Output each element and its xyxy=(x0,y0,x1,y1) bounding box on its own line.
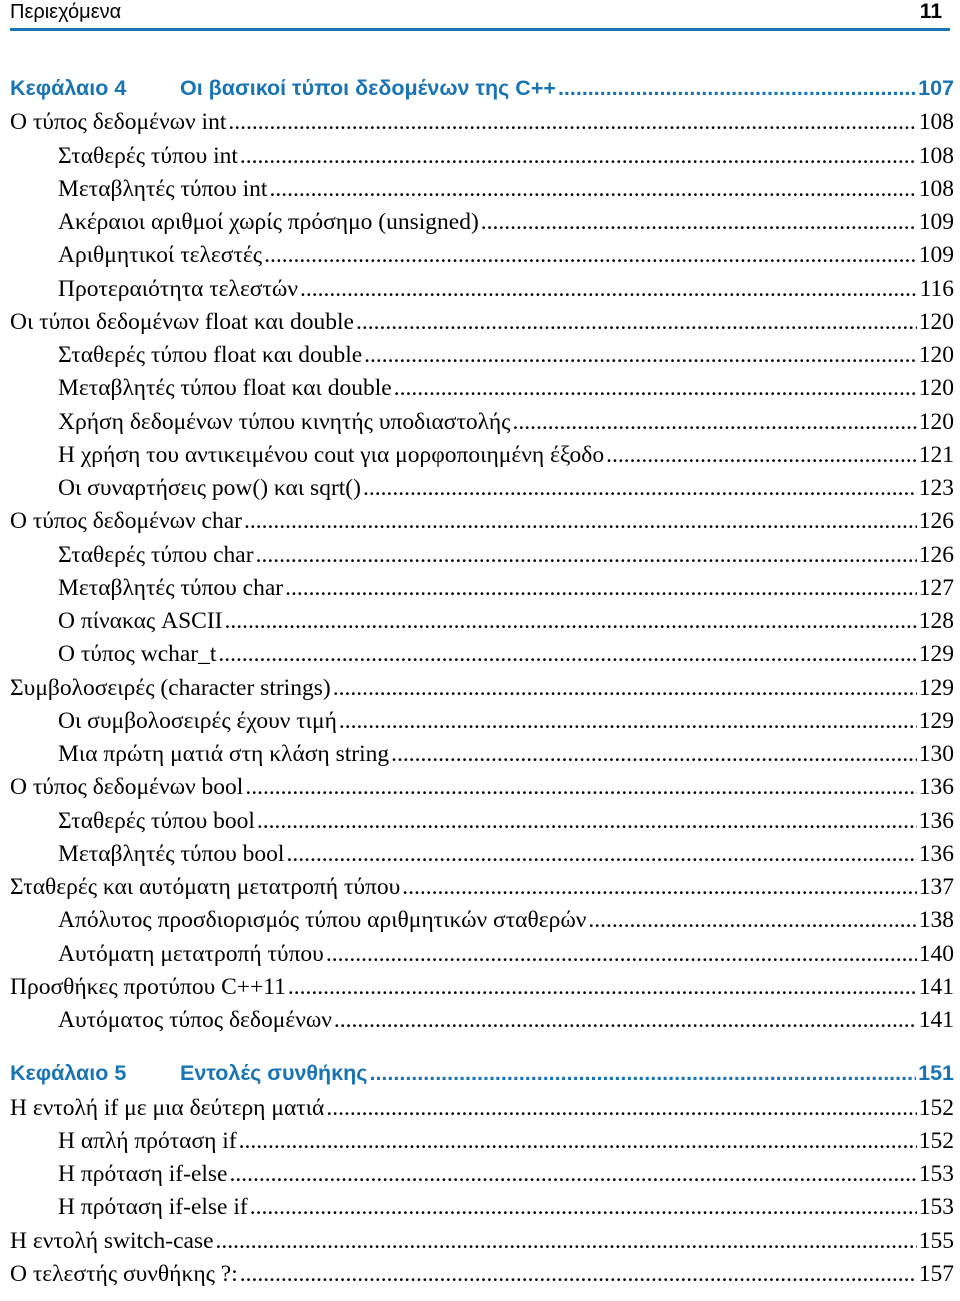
toc-entry-page-number: 129 xyxy=(918,641,954,668)
table-of-contents xyxy=(10,76,954,1294)
toc-entry-label: Η πρόταση if-else if xyxy=(58,1194,248,1221)
toc-entry-label: Η εντολή if με μια δεύτερη ματιά xyxy=(10,1094,325,1121)
toc-entry-page-number: 126 xyxy=(918,541,954,568)
header-title: Περιεχόμενα xyxy=(10,1,122,23)
toc-entry-label: Μεταβλητές τύπου bool xyxy=(58,840,285,867)
toc-entry-label: Σταθερές και αυτόματη μετατροπή τύπου xyxy=(10,874,401,900)
dot-leader xyxy=(394,375,917,402)
toc-entry-page-number: 140 xyxy=(918,940,954,967)
dot-leader xyxy=(402,874,917,901)
toc-entry[interactable] xyxy=(10,276,954,309)
toc-entry-label: Σταθερές τύπου char xyxy=(58,541,254,568)
chapter-heading-label xyxy=(10,1061,367,1086)
toc-entry[interactable] xyxy=(10,508,954,541)
dot-leader xyxy=(240,1261,917,1288)
toc-entry[interactable] xyxy=(10,1128,954,1161)
toc-entry-page-number: 130 xyxy=(918,741,954,767)
toc-entry[interactable] xyxy=(10,209,954,242)
dot-leader xyxy=(334,1007,917,1034)
toc-entry[interactable] xyxy=(10,242,954,275)
toc-entry-label: Ο τελεστής συνθήκης ?: xyxy=(10,1260,238,1287)
toc-entry-page-number: 153 xyxy=(918,1161,954,1187)
toc-entry-label: Μεταβλητές τύπου char xyxy=(58,574,284,601)
toc-entry[interactable] xyxy=(10,442,954,475)
toc-entry-label: Μια πρώτη ματιά στη κλάση string xyxy=(58,741,390,767)
toc-entry[interactable] xyxy=(10,841,954,874)
toc-entry-page-number: 129 xyxy=(918,707,954,734)
toc-entry-page-number: 141 xyxy=(918,973,954,1000)
dot-leader xyxy=(245,774,916,801)
toc-entry-page-number: 155 xyxy=(918,1227,954,1254)
dot-leader xyxy=(228,109,916,136)
toc-entry[interactable] xyxy=(10,974,954,1007)
chapter-heading-label xyxy=(10,76,556,101)
toc-entry-page-number: 157 xyxy=(918,1260,954,1287)
toc-entry[interactable] xyxy=(10,375,954,408)
toc-entry-label: Ο τύπος δεδομένων char xyxy=(10,508,242,535)
toc-entry-label: Απόλυτος προσδιορισμός τύπου αριθμητικών σταθερών xyxy=(58,907,587,934)
dot-leader xyxy=(224,608,916,635)
toc-entry[interactable] xyxy=(10,1194,954,1227)
dot-leader xyxy=(300,276,918,303)
dot-leader xyxy=(339,708,917,735)
toc-entry-page-number: 121 xyxy=(918,441,954,468)
toc-entry[interactable] xyxy=(10,641,954,674)
toc-entry[interactable] xyxy=(10,342,954,375)
dot-leader xyxy=(588,907,916,934)
toc-entry[interactable] xyxy=(10,774,954,807)
chapter-page-number: 151 xyxy=(918,1061,954,1086)
toc-entry-label: Οι συμβολοσειρές έχουν τιμή xyxy=(58,707,337,734)
dot-leader xyxy=(218,641,916,668)
dot-leader xyxy=(216,1228,917,1255)
toc-entry-page-number: 127 xyxy=(918,574,954,601)
dot-leader xyxy=(363,475,917,502)
toc-entry-page-number: 136 xyxy=(918,840,954,867)
toc-entry-label: Ο τύπος δεδομένων bool xyxy=(10,774,244,801)
toc-entry-page-number: 138 xyxy=(918,907,954,934)
dot-leader xyxy=(269,176,916,203)
toc-entry[interactable] xyxy=(10,675,954,708)
toc-entry[interactable] xyxy=(10,874,954,907)
toc-entry[interactable] xyxy=(10,1228,954,1261)
toc-entry[interactable] xyxy=(10,1261,954,1294)
toc-entry[interactable] xyxy=(10,1007,954,1040)
dot-leader xyxy=(286,841,916,868)
toc-entry-page-number: 152 xyxy=(918,1094,954,1121)
toc-entry-page-number: 129 xyxy=(918,674,954,701)
toc-entry-page-number: 108 xyxy=(918,142,954,169)
chapter-number: Κεφάλαιο 5 xyxy=(10,1061,127,1086)
toc-entry-label: Ο τύπος δεδομένων int xyxy=(10,109,227,136)
dot-leader xyxy=(257,808,917,835)
chapter-number: Κεφάλαιο 4 xyxy=(10,76,127,100)
dot-leader xyxy=(230,1161,917,1188)
dot-leader xyxy=(244,508,917,535)
dot-leader xyxy=(326,1095,916,1122)
chapter-block xyxy=(10,76,954,1040)
toc-entry-page-number: 120 xyxy=(918,342,954,368)
toc-entry[interactable] xyxy=(10,109,954,142)
dot-leader xyxy=(326,941,917,968)
dot-leader xyxy=(369,1061,916,1086)
toc-entry-page-number: 120 xyxy=(918,408,954,435)
toc-entry-label: Οι τύποι δεδομένων float και double xyxy=(10,308,354,335)
dot-leader xyxy=(512,409,916,436)
dot-leader xyxy=(239,1128,917,1155)
toc-entry[interactable] xyxy=(10,808,954,841)
toc-entry-page-number: 120 xyxy=(918,375,954,402)
toc-entry-label: Συμβολοσειρές (character strings) xyxy=(10,674,331,701)
toc-entry[interactable] xyxy=(10,409,954,442)
toc-entry-label: Η χρήση του αντικειμένου cout για μορφοποιημένη έξοδο xyxy=(58,441,605,468)
chapter-heading[interactable] xyxy=(10,1061,954,1094)
dot-leader xyxy=(288,974,917,1001)
toc-entry-page-number: 141 xyxy=(918,1007,954,1033)
toc-entry-label: Αυτόματη μετατροπή τύπου xyxy=(58,940,324,967)
toc-entry[interactable] xyxy=(10,309,954,342)
toc-entry-page-number: 152 xyxy=(918,1127,954,1154)
dot-leader xyxy=(606,442,917,469)
toc-entry-label: Οι συναρτήσεις pow() και sqrt() xyxy=(58,475,361,501)
toc-entry[interactable] xyxy=(10,1095,954,1128)
dot-leader xyxy=(364,342,917,369)
toc-entry[interactable] xyxy=(10,608,954,641)
toc-entry-label: Προσθήκες προτύπου C++11 xyxy=(10,973,286,1000)
header-page-number: 11 xyxy=(919,0,942,23)
toc-entry-page-number: 108 xyxy=(918,175,954,202)
chapter-block xyxy=(10,1061,954,1294)
toc-entry-label: Μεταβλητές τύπου float και double xyxy=(58,375,392,402)
chapter-page-number: 107 xyxy=(918,76,954,100)
toc-entry-page-number: 108 xyxy=(918,109,954,136)
toc-entry-page-number: 136 xyxy=(918,774,954,801)
dot-leader xyxy=(333,675,917,702)
toc-entry-page-number: 126 xyxy=(918,508,954,535)
toc-entry-label: Αριθμητικοί τελεστές xyxy=(58,242,263,269)
toc-entry[interactable] xyxy=(10,1161,954,1194)
dot-leader xyxy=(391,741,917,768)
toc-entry[interactable] xyxy=(10,143,954,176)
toc-entry[interactable] xyxy=(10,741,954,774)
toc-entry-page-number: 153 xyxy=(918,1194,954,1221)
toc-entry[interactable] xyxy=(10,542,954,575)
toc-entry-label: Ακέραιοι αριθμοί χωρίς πρόσημο (unsigned) xyxy=(58,209,479,235)
dot-leader xyxy=(481,209,917,236)
dot-leader xyxy=(264,242,917,269)
toc-entry-label: Χρήση δεδομένων τύπου κινητής υποδιαστολής xyxy=(58,408,511,435)
toc-entry-page-number: 123 xyxy=(918,475,954,501)
toc-entry-label: Σταθερές τύπου float και double xyxy=(58,342,363,368)
toc-entry-label: Σταθερές τύπου bool xyxy=(58,807,255,834)
chapter-title: Εντολές συνθήκης xyxy=(180,1061,368,1086)
toc-entry[interactable] xyxy=(10,907,954,940)
toc-entry[interactable] xyxy=(10,941,954,974)
toc-entry-label: Η πρόταση if-else xyxy=(58,1161,228,1187)
dot-leader xyxy=(558,76,916,101)
toc-entry-label: Σταθερές τύπου int xyxy=(58,142,238,169)
toc-entry[interactable] xyxy=(10,475,954,508)
toc-entry-page-number: 109 xyxy=(918,209,954,235)
toc-entry-label: Μεταβλητές τύπου int xyxy=(58,175,268,202)
toc-entry-page-number: 120 xyxy=(918,308,954,335)
dot-leader xyxy=(356,309,917,336)
toc-entry[interactable] xyxy=(10,176,954,209)
page-header xyxy=(10,0,950,31)
toc-entry[interactable] xyxy=(10,708,954,741)
toc-entry-label: Προτεραιότητα τελεστών xyxy=(58,275,299,302)
toc-entry-page-number: 136 xyxy=(918,807,954,834)
toc-entry-page-number: 116 xyxy=(919,275,954,302)
chapter-title: Οι βασικοί τύποι δεδομένων της C++ xyxy=(180,76,556,100)
dot-leader xyxy=(240,143,917,170)
toc-entry-label: Ο πίνακας ASCII xyxy=(58,608,223,634)
toc-entry-label: Ο τύπος wchar_t xyxy=(58,641,217,668)
toc-entry-page-number: 137 xyxy=(918,874,954,900)
chapter-heading[interactable] xyxy=(10,76,954,109)
toc-entry-label: Αυτόματος τύπος δεδομένων xyxy=(58,1007,332,1033)
dot-leader xyxy=(285,575,917,602)
toc-entry-page-number: 109 xyxy=(918,242,954,269)
dot-leader xyxy=(256,542,917,569)
dot-leader xyxy=(250,1194,917,1221)
toc-entry[interactable] xyxy=(10,575,954,608)
toc-entry-label: Η εντολή switch-case xyxy=(10,1227,214,1254)
toc-entry-page-number: 128 xyxy=(918,608,954,634)
toc-entry-label: Η απλή πρόταση if xyxy=(58,1127,237,1154)
